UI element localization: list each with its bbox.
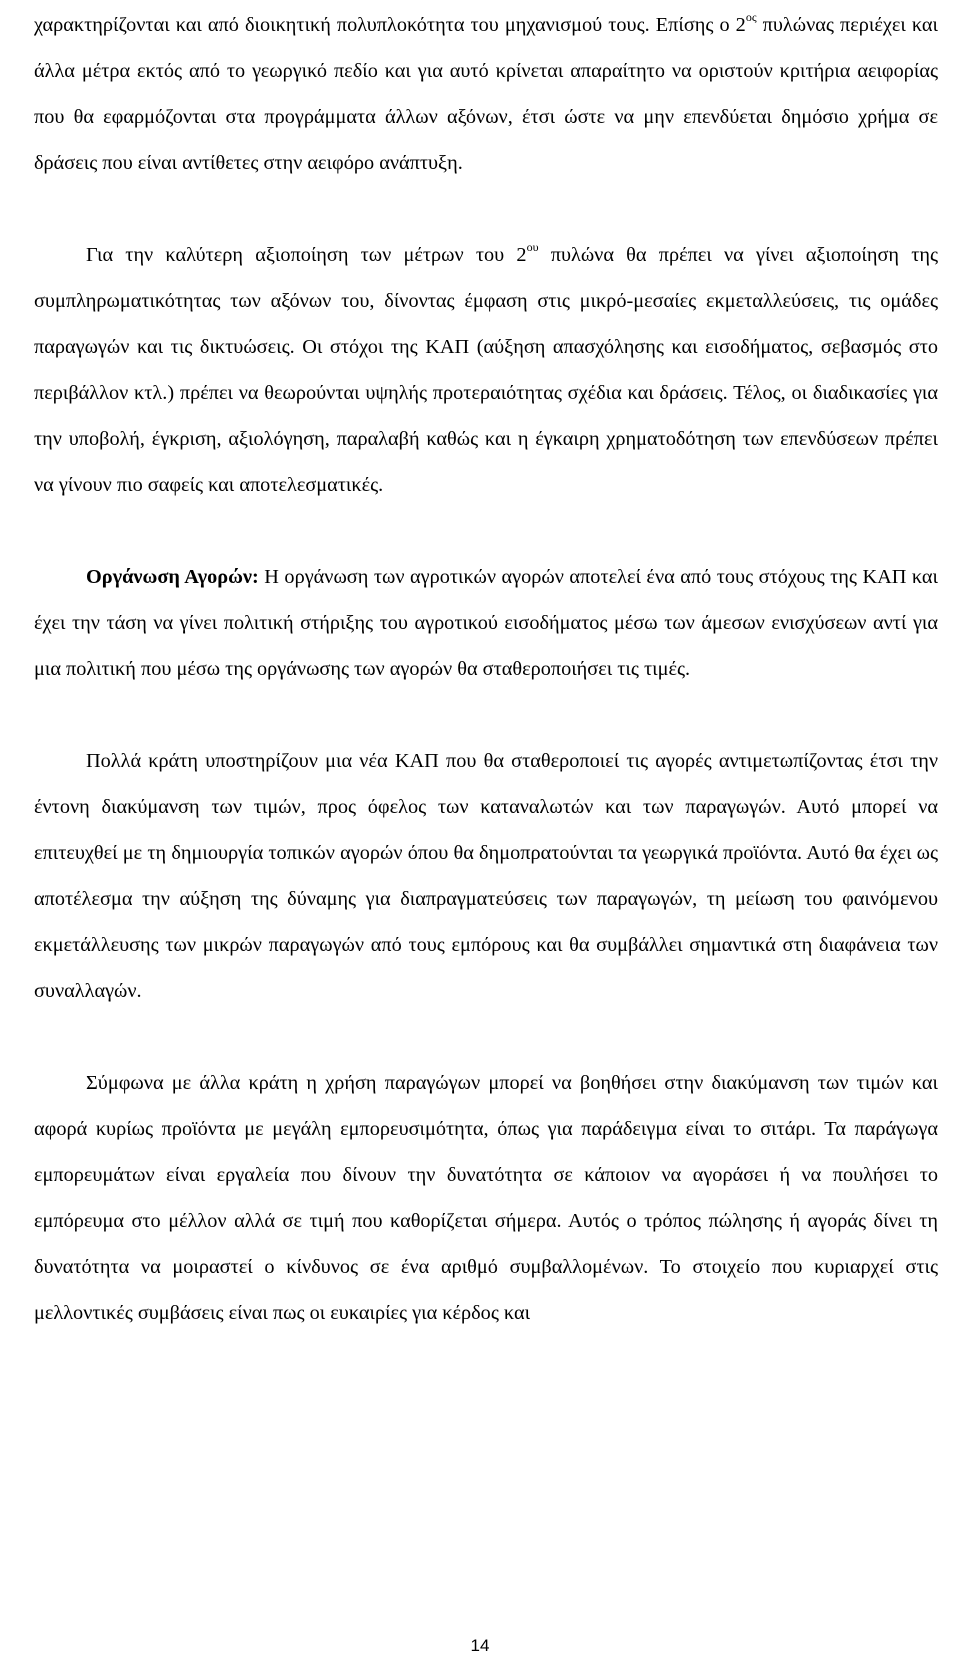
section-heading: Οργάνωση Αγορών: (86, 566, 259, 588)
paragraph-text: πυλώνας περιέχει και άλλα μέτρα εκτός από το γεωργικό πεδίο και για αυτό κρίνεται απαραίτητο να οριστούν κριτήρια αειφορίας που θα εφαρμόζονται στα προγράμματα άλλων αξόνων, έτσι ώστε να μην επενδύεται δημόσιο χρήμα σε δράσεις που είναι αντίθετες στην αειφόρο ανάπτυξη. (34, 14, 939, 174)
paragraph-gap (34, 692, 938, 738)
paragraph-text: πυλώνα θα πρέπει να γίνει αξιοποίηση της συμπληρωματικότητας των αξόνων του, δίνοντας έμφαση στις μικρό-μεσαίες εκμεταλλεύσεις, τις ομάδες παραγωγών και τις δικτυώσεις. Οι στόχοι της ΚΑΠ (αύξηση απασχόλησης και εισοδήματος, σεβασμός στο περιβάλλον κτλ.) πρέπει να θεωρούνται υψηλής προτεραιότητας σχέδια και δράσεις. Τέλος, οι διαδικασίες για την υποβολή, έγκριση, αξιολόγηση, παραλαβή καθώς και η έγκαιρη χρηματοδότηση των επενδύσεων πρέπει να γίνουν πιο σαφείς και αποτελεσματικές. (34, 244, 938, 496)
paragraph-gap (34, 1014, 938, 1060)
paragraph-gap (34, 508, 938, 554)
paragraph-text: Σύμφωνα με άλλα κράτη η χρήση παραγώγων μπορεί να βοηθήσει στην διακύμανση των τιμών και αφορά κυρίως προϊόντα με μεγάλη εμπορευσιμότητα, όπως για παράδειγμα είναι το σιτάρι. Τα παράγωγα εμπορευμάτων είναι εργαλεία που δίνουν την δυνατότητα σε κάποιον να αγοράσει ή να πουλήσει το εμπόρευμα στο μέλλον αλλά σε τιμή που καθορίζεται σήμερα. Αυτός ο τρόπος πώλησης ή αγοράς δίνει τη δυνατότητα να μοιραστεί ο κίνδυνος σε ένα αριθμό συμβαλλομένων. Το στοιχείο που κυριαρχεί στις μελλοντικές συμβάσεις είναι πως οι ευκαιρίες για κέρδος και (34, 1072, 938, 1324)
paragraph-local-markets (34, 738, 938, 1014)
paragraph-derivatives (34, 1060, 938, 1336)
paragraph-text: Πολλά κράτη υποστηρίζουν μια νέα ΚΑΠ που θα σταθεροποιεί τις αγορές αντιμετωπίζοντας έτσι την έντονη διακύμανση των τιμών, προς όφελος των καταναλωτών και των παραγωγών. Αυτό μπορεί να επιτευχθεί με τη δημιουργία τοπικών αγορών όπου θα δημοπρατούνται τα γεωργικά προϊόντα. Αυτό θα έχει ως αποτέλεσμα την αύξηση της δύναμης για διαπραγματεύσεις των παραγωγών, τη μείωση του φαινόμενου εκμετάλλευσης των μικρών παραγωγών από τους εμπόρους και θα συμβάλλει σημαντικά στη διαφάνεια των συναλλαγών. (34, 750, 938, 1002)
superscript: ος (745, 10, 757, 24)
page-number: 14 (470, 1636, 490, 1655)
paragraph-market-organisation (34, 554, 938, 692)
paragraph-text: Η οργάνωση των αγροτικών αγορών αποτελεί ένα από τους στόχους της ΚΑΠ και έχει την τάση να γίνει πολιτική στήριξης του αγροτικού εισοδήματος μέσω των άμεσων ενισχύσεων αντί για μια πολιτική που μέσω της οργάνωσης των αγορών θα σταθεροποιήσει τις τιμές. (34, 566, 939, 680)
paragraph-pillar-criteria (34, 2, 938, 186)
document-body (34, 2, 938, 1336)
paragraph-pillar-measures (34, 232, 938, 508)
superscript: ου (526, 240, 539, 254)
paragraph-gap (34, 186, 938, 232)
paragraph-text: Για την καλύτερη αξιοποίηση των μέτρων του 2 (86, 244, 527, 266)
paragraph-text: χαρακτηρίζονται και από διοικητική πολυπλοκότητα του μηχανισμού τους. Επίσης ο 2 (34, 14, 746, 36)
